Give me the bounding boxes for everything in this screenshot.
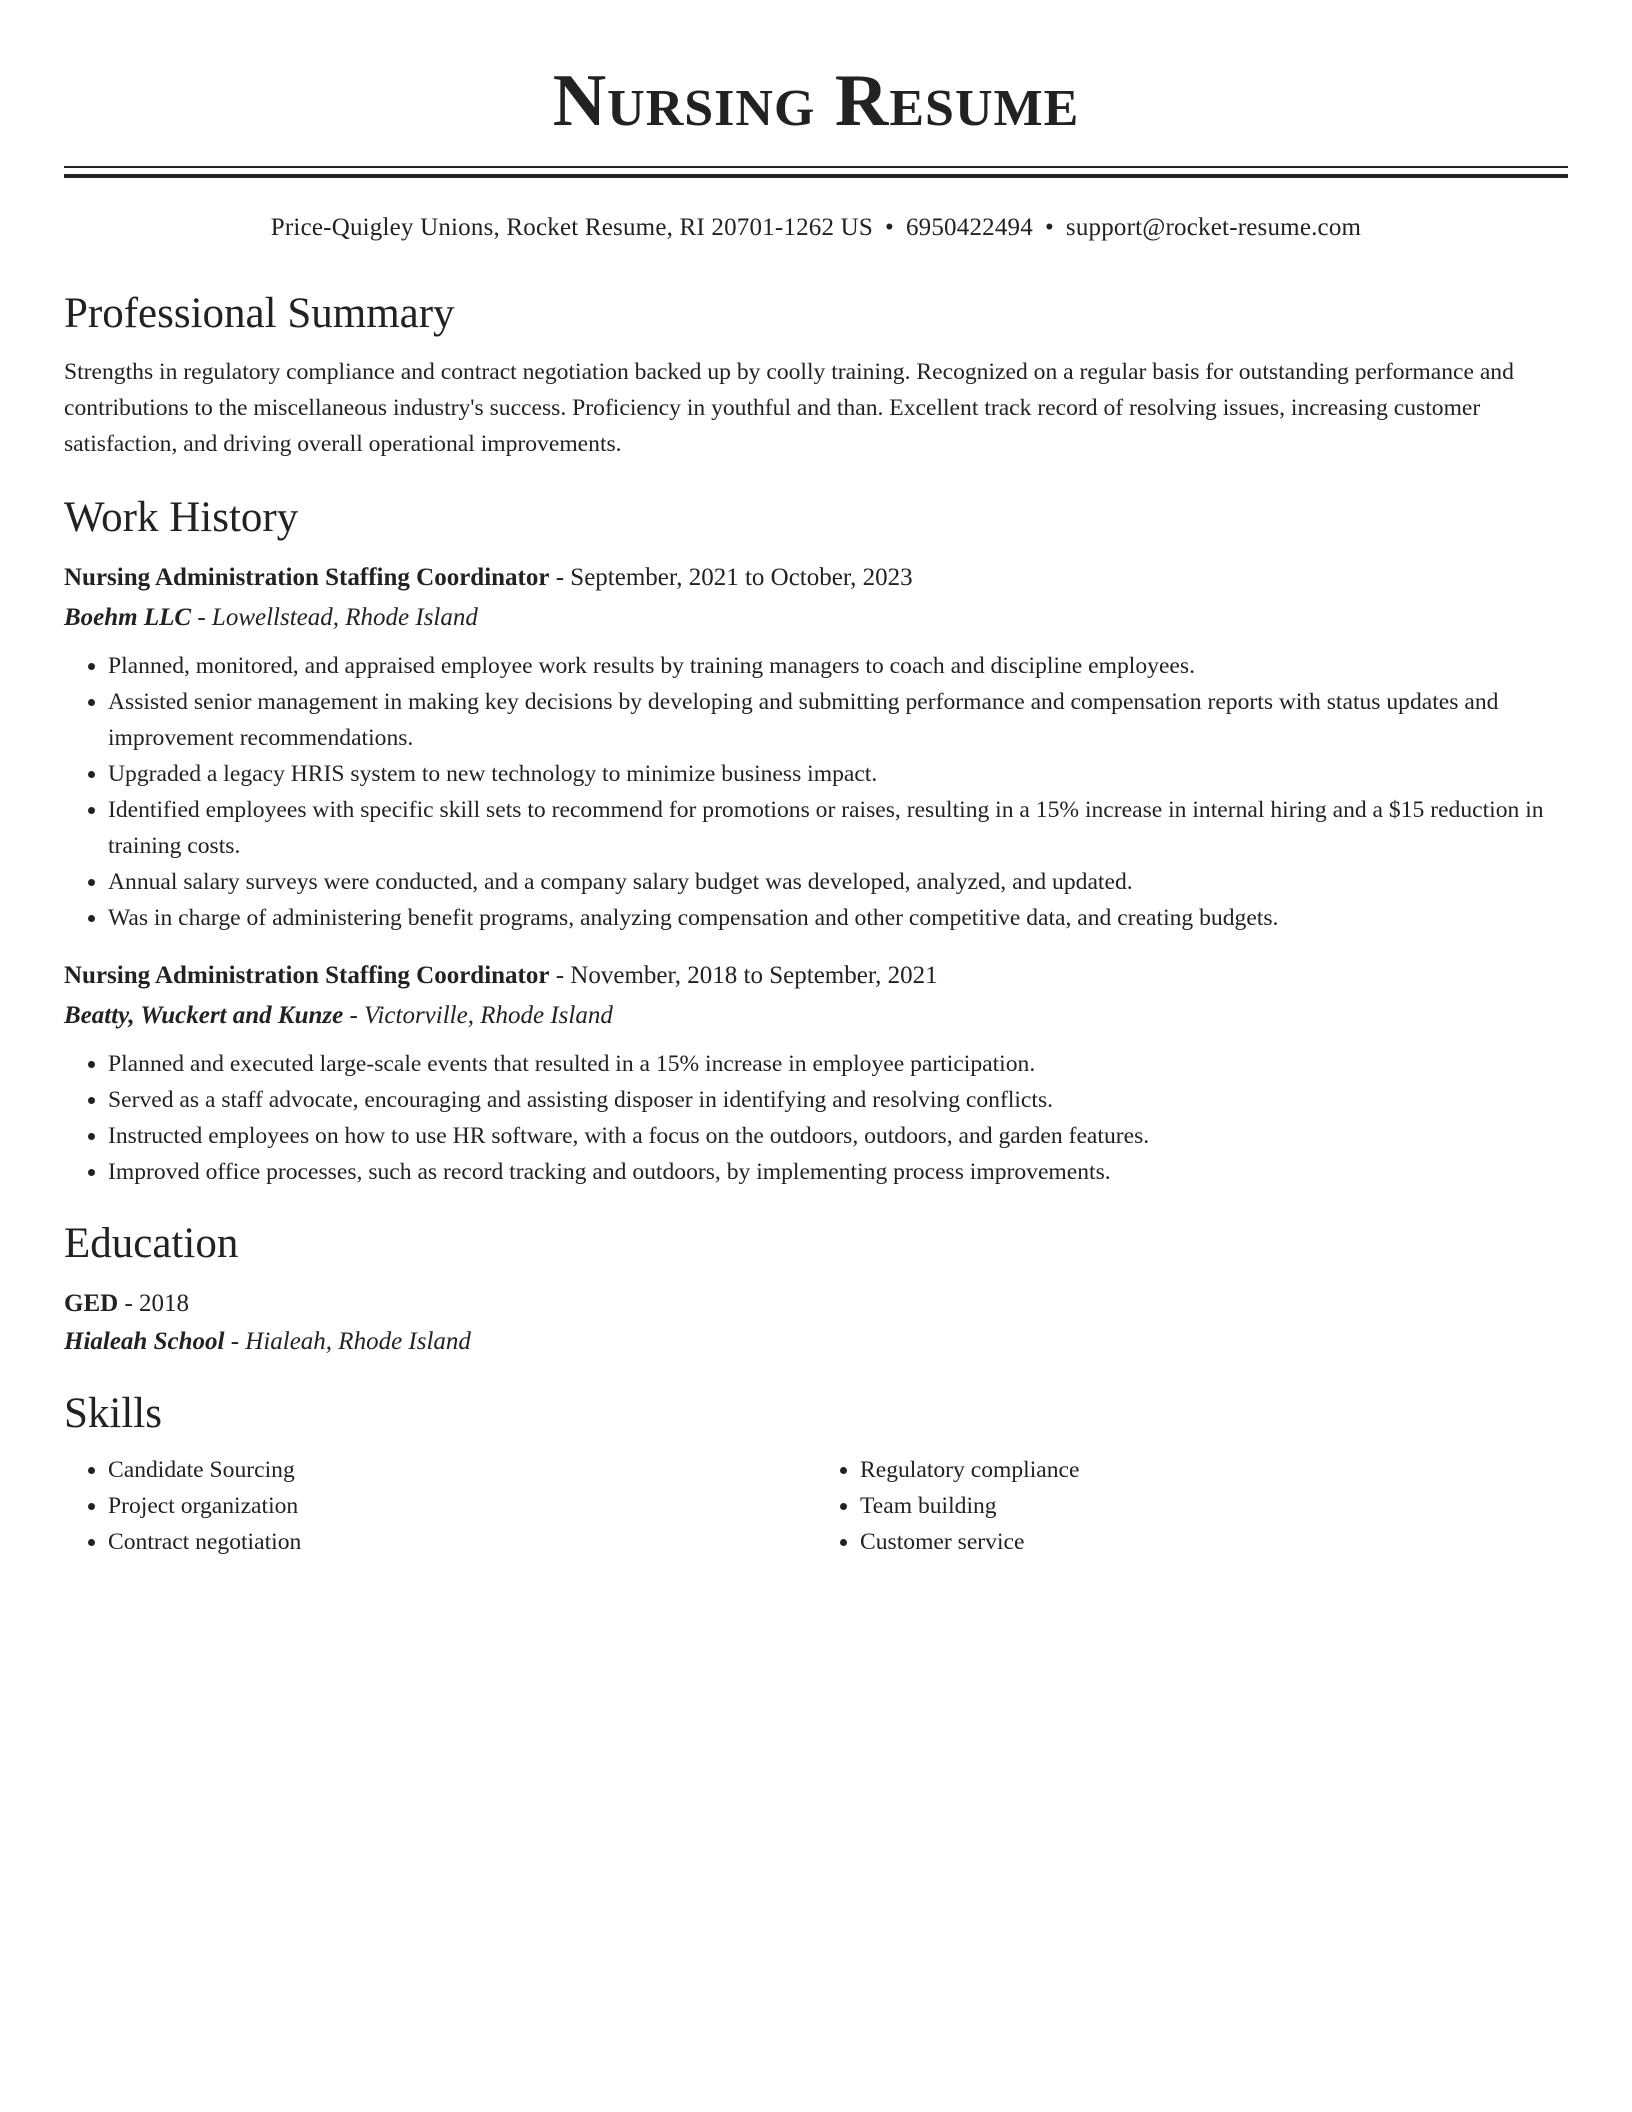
job-dates: - November, 2018 to September, 2021 — [549, 962, 938, 989]
job-entry — [64, 958, 1568, 1190]
section-heading-summary: Professional Summary — [64, 290, 455, 337]
skill-item: • Project organization — [108, 1488, 816, 1524]
section-heading-education: Education — [64, 1220, 239, 1267]
education-school: Hialeah School — [64, 1328, 225, 1355]
contact-separator: • — [885, 214, 894, 241]
page-title: Nursing Resume — [552, 60, 1080, 142]
job-location: - Lowellstead, Rhode Island — [191, 604, 478, 631]
list-item: • Assisted senior management in making key decisions by developing and submitting performance and compensation reports with status updates and improvement recommendations. — [108, 684, 1568, 756]
education-school-line — [64, 1324, 1568, 1360]
skill-item: • Candidate Sourcing — [108, 1452, 816, 1488]
list-item: • Annual salary surveys were conducted, and a company salary budget was developed, analyzed, and updated. — [108, 864, 1568, 900]
job-location: - Victorville, Rhode Island — [343, 1002, 613, 1029]
job-role: Nursing Administration Staffing Coordinator — [64, 564, 550, 591]
contact-separator: • — [1044, 214, 1054, 241]
contact-email: support@rocket-resume.com — [1065, 214, 1362, 241]
job-entry — [64, 560, 1568, 936]
job-role: Nursing Administration Staffing Coordinator — [64, 962, 550, 989]
list-item: • Planned and executed large-scale events that resulted in a 15% increase in employee participation. — [108, 1046, 1568, 1082]
job-bullet-list — [64, 648, 1568, 936]
skill-item: • Regulatory compliance — [860, 1452, 1568, 1488]
contact-address: Price-Quigley Unions, Rocket Resume, RI 20701-1262 US — [270, 214, 873, 241]
list-item: • Upgraded a legacy HRIS system to new technology to minimize business impact. — [108, 756, 1568, 792]
list-item: • Served as a staff advocate, encouraging and assisting disposer in identifying and resolving conflicts. — [108, 1082, 1568, 1118]
summary-text: Strengths in regulatory compliance and contract negotiation backed up by coolly training. Recognized on a regular basis for outstanding performance and contributions to the miscellaneous industry's success. Proficiency in youthful and than. Excellent track record of resolving issues, increasing customer satisfaction, and driving overall operational improvements. — [64, 359, 1514, 457]
job-company: Beatty, Wuckert and Kunze — [64, 1002, 344, 1029]
education-degree: GED — [64, 1290, 119, 1317]
skill-item: • Team building — [860, 1488, 1568, 1524]
education-location: - Hialeah, Rhode Island — [224, 1328, 471, 1355]
skills-column-right — [816, 1452, 1568, 1560]
job-company-line — [64, 600, 1568, 636]
job-dates: - September, 2021 to October, 2023 — [549, 564, 913, 591]
contact-phone: 6950422494 — [905, 214, 1033, 241]
skill-item: • Contract negotiation — [108, 1524, 816, 1560]
list-item: • Identified employees with specific skill sets to recommend for promotions or raises, resulting in a 15% increase in internal hiring and a $15 reduction in training costs. — [108, 792, 1568, 864]
section-heading-skills: Skills — [64, 1390, 162, 1437]
title-divider — [64, 166, 1568, 178]
job-company-line — [64, 998, 1568, 1034]
skills-grid — [64, 1452, 1568, 1560]
job-bullet-list — [64, 1046, 1568, 1190]
section-heading-work-history: Work History — [64, 494, 299, 541]
education-year: - 2018 — [118, 1290, 190, 1317]
job-title-line — [64, 958, 1568, 994]
education-degree-line — [64, 1286, 1568, 1322]
skill-item: • Customer service — [860, 1524, 1568, 1560]
job-title-line — [64, 560, 1568, 596]
list-item: • Was in charge of administering benefit programs, analyzing compensation and other competitive data, and creating budgets. — [108, 900, 1568, 936]
list-item: • Instructed employees on how to use HR software, with a focus on the outdoors, outdoors, and garden features. — [108, 1118, 1568, 1154]
list-item: • Improved office processes, such as record tracking and outdoors, by implementing process improvements. — [108, 1154, 1568, 1190]
list-item: • Planned, monitored, and appraised employee work results by training managers to coach and discipline employees. — [108, 648, 1568, 684]
skills-column-left — [64, 1452, 816, 1560]
job-company: Boehm LLC — [64, 604, 192, 631]
contact-line — [64, 212, 1568, 244]
